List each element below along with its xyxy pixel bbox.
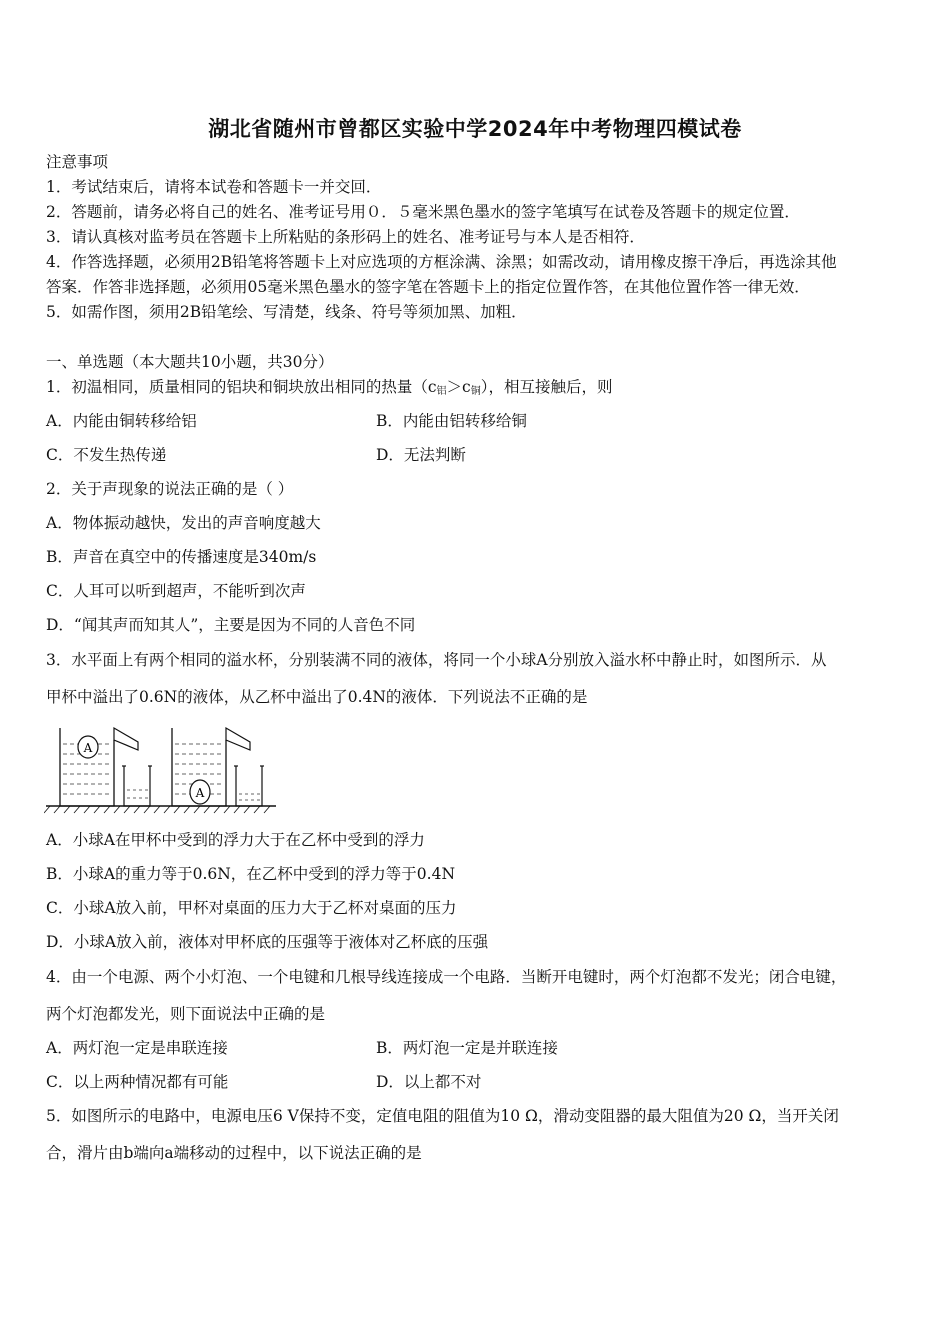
q1-option-b: B．内能由铝转移给铜 [376,412,527,430]
q3-option-d: D．小球A放入前，液体对甲杯底的压强等于液体对乙杯底的压强 [46,933,489,951]
notice-heading: 注意事项 [46,153,109,171]
q1-option-d: D．无法判断 [376,446,466,464]
question-2-stem: 2．关于声现象的说法正确的是（ ） [46,480,294,498]
question-3-stem-line-1: 3．水平面上有两个相同的溢水杯，分别装满不同的液体，将同一个小球A分别放入溢水杯中静止时，如图所示．从 [46,651,827,669]
q4-option-d: D．以上都不对 [376,1073,482,1091]
question-3-stem-line-2: 甲杯中溢出了0.6N的液体，从乙杯中溢出了0.4N的液体．下列说法不正确的是 [46,688,588,706]
section-heading: 一、单选题（本大题共10小题，共30分） [46,353,334,371]
ball-a-label: A [195,786,205,800]
q2-option-b: B．声音在真空中的传播速度是340m/s [46,548,317,566]
notice-item: 1．考试结束后，请将本试卷和答题卡一并交回． [46,178,382,196]
question-5-stem-line-1: 5．如图所示的电路中，电源电压6 V保持不变，定值电阻的阻值为10 Ω，滑动变阻器的最大阻值为20 Ω，当开关闭 [46,1107,839,1125]
q1-stem-part: ），相互接触后，则 [480,378,613,396]
notice-item: 3．请认真核对监考员在答题卡上所粘贴的条形码上的姓名、准考证号与本人是否相符． [46,228,645,246]
question-4-stem-line-2: 两个灯泡都发光，则下面说法中正确的是 [46,1005,326,1023]
cup-jia [60,728,138,806]
beaker-yi [234,766,264,806]
question-5-stem-line-2: 合，滑片由b端向a端移动的过程中，以下说法正确的是 [46,1144,422,1162]
question-4-stem-line-1: 4．由一个电源、两个小灯泡、一个电键和几根导线连接成一个电路．当断开电键时，两个灯泡都不发光；闭合电键， [46,968,847,986]
q1-option-row [46,411,197,431]
q1-stem-part: 1．初温相同，质量相同的铝块和铜块放出相同的热量（c [46,378,437,396]
q1-stem-part: ＞c [446,378,471,396]
q4-option-a: A．两灯泡一定是串联连接 [46,1039,228,1057]
q2-option-d: D．“闻其声而知其人”，主要是因为不同的人音色不同 [46,616,416,634]
page-title: 湖北省随州市曾都区实验中学2024年中考物理四模试卷 [208,117,742,141]
q1-subscript-aluminum: 铝 [436,386,447,397]
q1-subscript-copper: 铜 [470,386,481,397]
overflow-cups-figure [44,720,284,816]
q3-option-c: C．小球A放入前，甲杯对桌面的压力大于乙杯对桌面的压力 [46,899,457,917]
cup-yi [172,728,250,806]
q3-option-a: A．小球A在甲杯中受到的浮力大于在乙杯中受到的浮力 [46,831,425,849]
q3-option-b: B．小球A的重力等于0.6N，在乙杯中受到的浮力等于0.4N [46,865,456,883]
notice-item: 2．答题前，请务必将自己的姓名、准考证号用０．５毫米黑色墨水的签字笔填写在试卷及答题卡的规定位置． [46,203,800,221]
q4-option-b: B．两灯泡一定是并联连接 [376,1039,558,1057]
notice-item: 5．如需作图，须用2B铅笔绘、写清楚，线条、符号等须加黑、加粗． [46,303,527,321]
q4-option-c: C．以上两种情况都有可能 [46,1073,229,1091]
q2-option-a: A．物体振动越快，发出的声音响度越大 [46,514,321,532]
q1-option-c: C．不发生热传递 [46,446,167,464]
q1-option-a: A．内能由铜转移给铝 [46,412,197,430]
beaker-jia [122,766,152,806]
q2-option-c: C．人耳可以听到超声，不能听到次声 [46,582,306,600]
notice-item: 答案．作答非选择题，必须用05毫米黑色墨水的签字笔在答题卡上的指定位置作答，在其他位置作答一律无效． [46,278,810,296]
ball-a-label: A [83,741,93,755]
notice-item: 4．作答选择题，必须用2B铅笔将答题卡上对应选项的方框涂满、涂黑；如需改动，请用橡皮擦干净后，再选涂其他 [46,253,837,271]
question-1-stem [46,377,613,402]
